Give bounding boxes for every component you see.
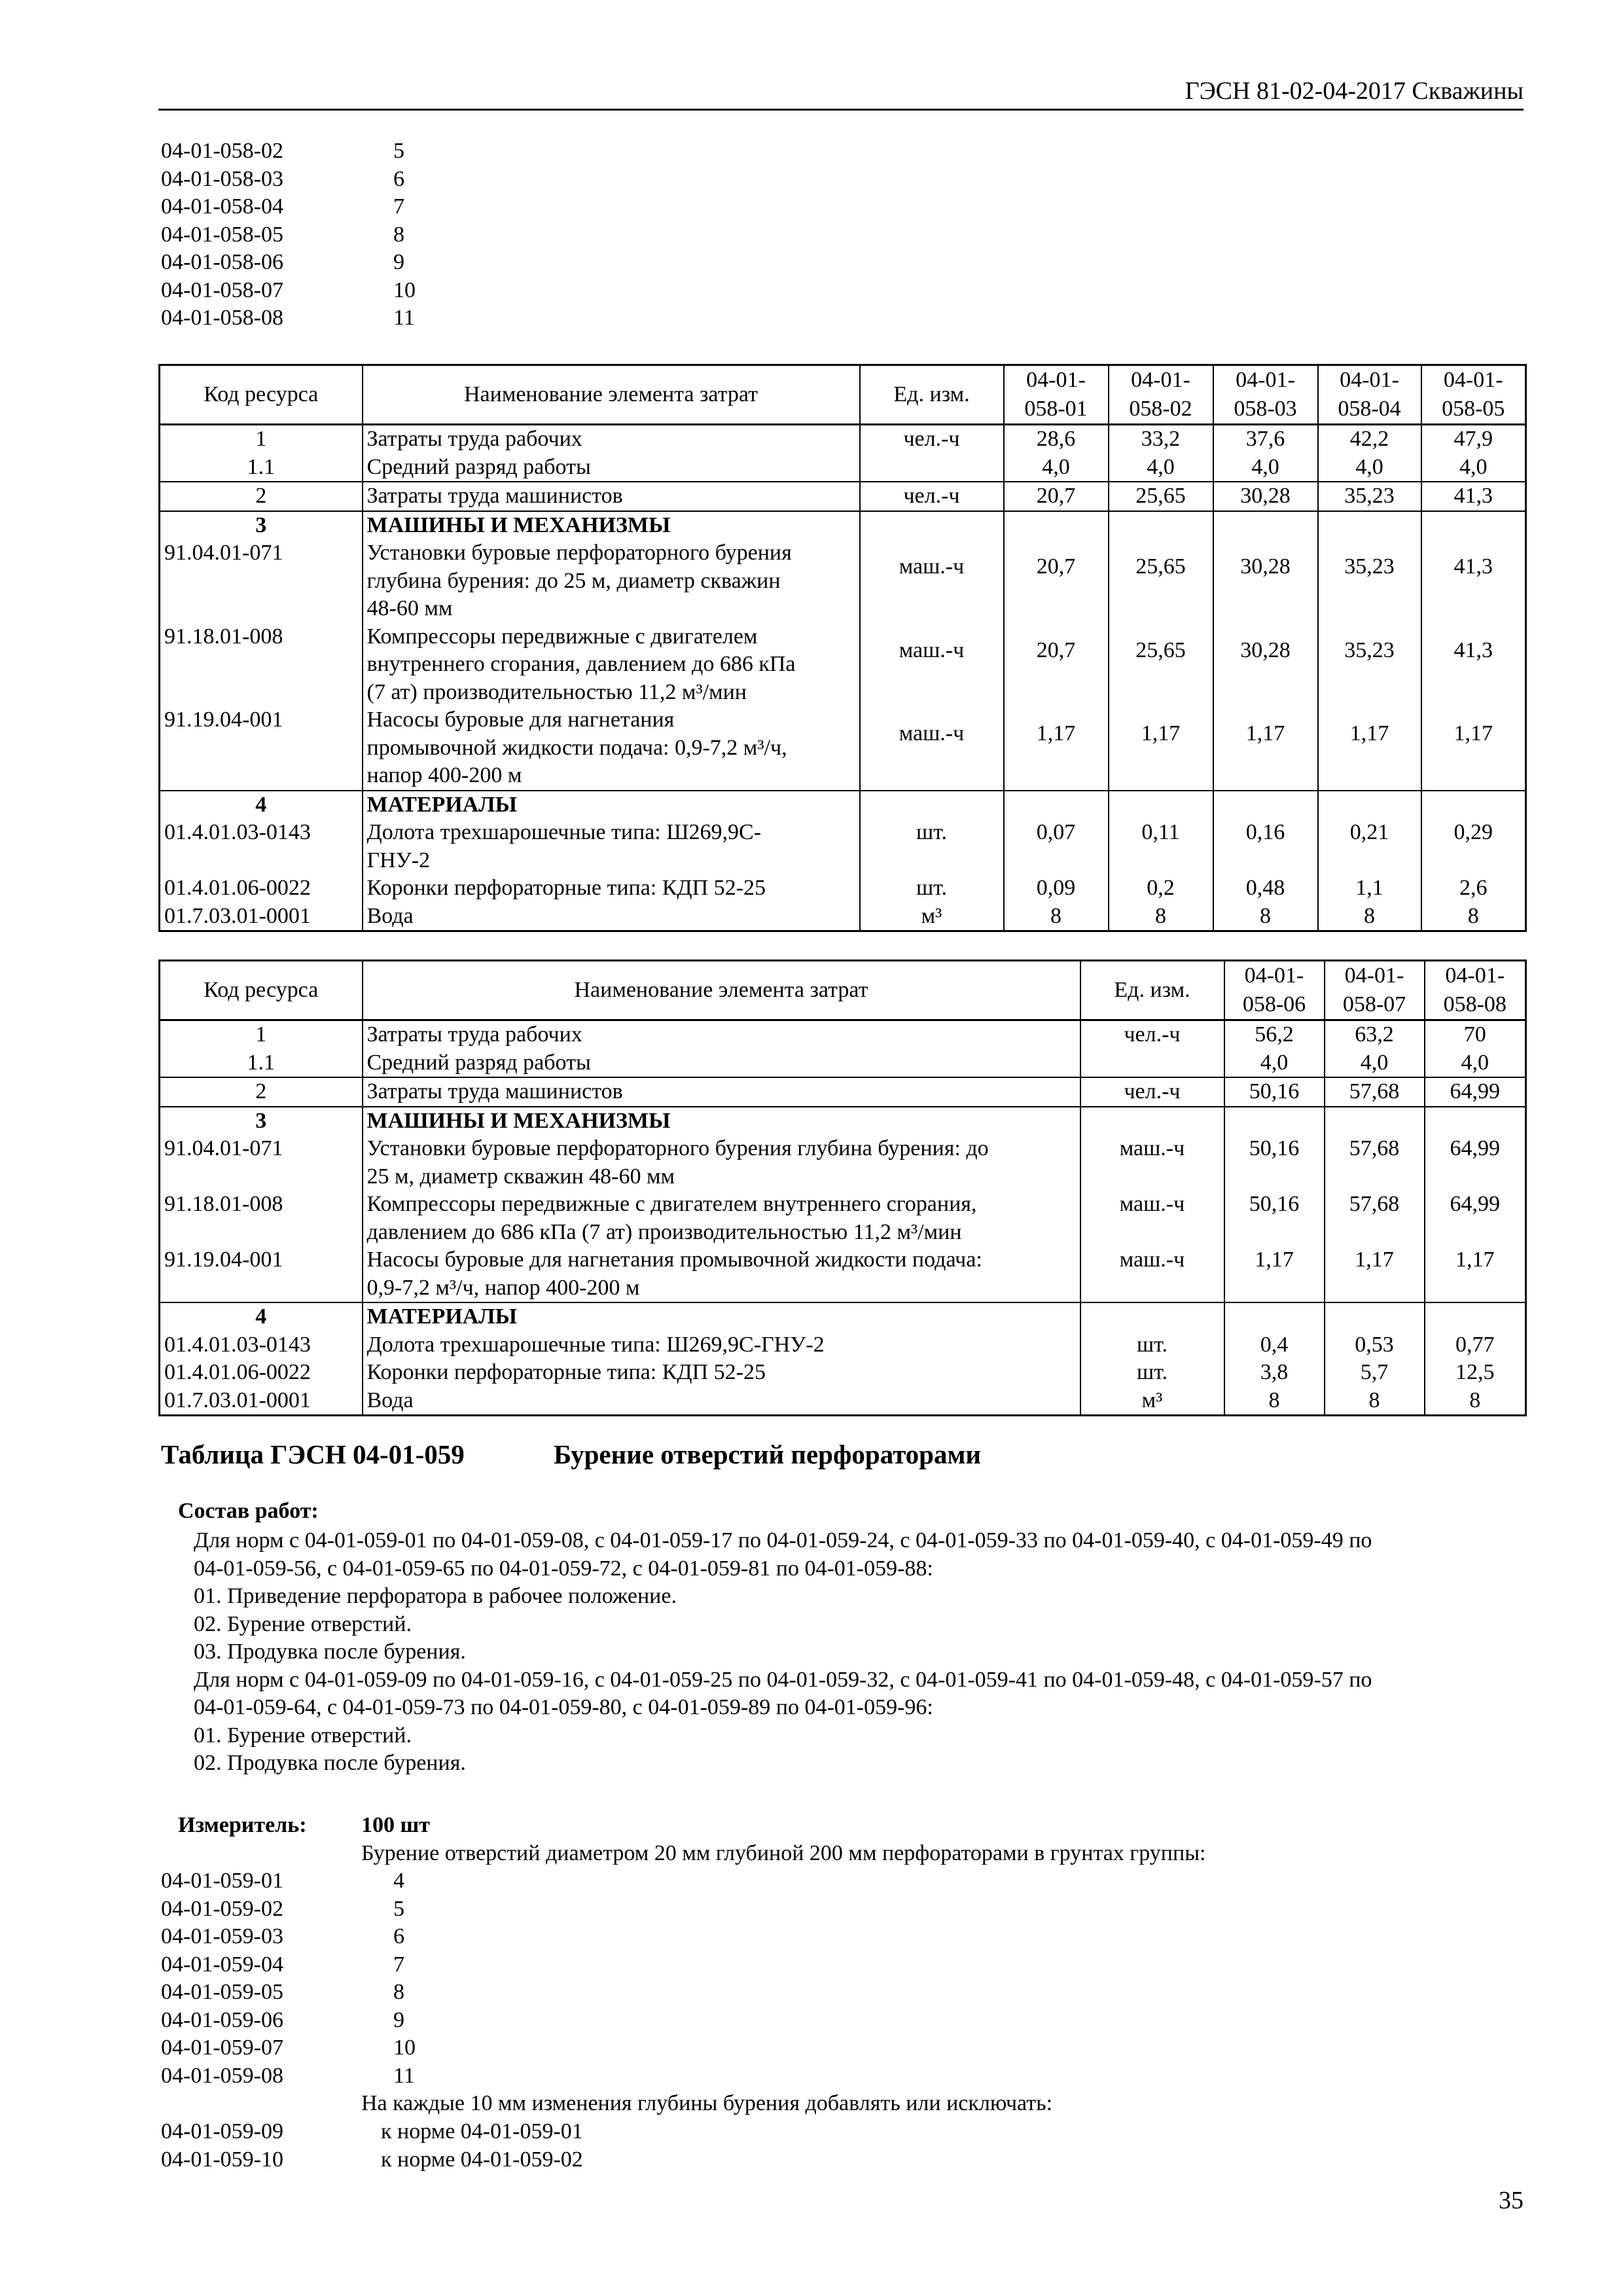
resource-value: 8	[1213, 903, 1318, 931]
header-norm: 04-01- 058-05	[1421, 365, 1526, 425]
resource-code: 2	[160, 1077, 363, 1107]
resource-unit: маш.-ч	[1080, 1191, 1224, 1246]
code-row	[161, 304, 416, 332]
code-row	[161, 1979, 416, 2007]
resource-value	[1004, 511, 1109, 540]
norm-code: 04-01-059-05	[161, 1980, 283, 2004]
resource-value	[1224, 1107, 1325, 1136]
resource-value: 20,7	[1004, 539, 1109, 623]
extra-code-list	[161, 2118, 583, 2174]
code-row	[161, 2146, 583, 2174]
resource-code: 91.04.01-071	[160, 539, 363, 623]
resource-value: 1,17	[1425, 1246, 1526, 1302]
resource-value: 1,17	[1325, 1246, 1425, 1302]
resource-value: 4,0	[1004, 454, 1109, 482]
resource-value: 1,17	[1109, 706, 1213, 791]
composition-label: Состав работ:	[178, 1499, 319, 1523]
resource-code: 91.18.01-008	[160, 1191, 363, 1246]
resource-code: 91.04.01-071	[160, 1135, 363, 1191]
header-name: Наименование элемента затрат	[363, 365, 860, 425]
resource-name: Компрессоры передвижные с двигателем внутреннего сгорания, давлением до 686 кПа (7 ат) производительностью 11,2 м³/мин	[363, 623, 860, 707]
norm-code: 04-01-058-07	[161, 278, 283, 302]
header-norm: 04-01- 058-06	[1224, 961, 1325, 1020]
composition-line: 01. Бурение отверстий.	[194, 1723, 412, 1748]
norm-code: 04-01-058-05	[161, 222, 283, 247]
resource-value: 0,4	[1224, 1331, 1325, 1359]
code-row	[161, 249, 416, 277]
table-row	[160, 903, 1526, 931]
resource-value: 2,6	[1421, 874, 1526, 903]
resource-name: Насосы буровые для нагнетания промывочной жидкости подача: 0,9-7,2 м³/ч, напор 400-200 м	[363, 706, 860, 791]
resource-value: 3,8	[1224, 1359, 1325, 1387]
norm-value: к норме 04-01-059-02	[381, 2147, 583, 2172]
table-row	[160, 1049, 1526, 1078]
resource-value: 1,17	[1318, 706, 1421, 791]
resource-value: 0,29	[1421, 819, 1526, 874]
resource-name: МАТЕРИАЛЫ	[363, 1302, 1080, 1331]
norm-value: 11	[393, 2063, 415, 2088]
resource-code: 1	[160, 425, 363, 454]
resource-value: 57,68	[1325, 1135, 1425, 1191]
top-code-list	[161, 137, 416, 332]
table-row	[160, 1302, 1526, 1331]
resource-value: 64,99	[1425, 1191, 1526, 1246]
norm-code: 04-01-059-06	[161, 2007, 283, 2032]
resource-name: Долота трехшарошечные типа: Ш269,9С-ГНУ-2	[363, 1331, 1080, 1359]
resource-code: 01.7.03.01-0001	[160, 903, 363, 931]
norm-code: 04-01-059-09	[161, 2119, 283, 2144]
resource-code: 1.1	[160, 1049, 363, 1078]
resource-value: 50,16	[1224, 1135, 1325, 1191]
norm-value: 6	[393, 1924, 404, 1948]
code-row	[161, 137, 416, 166]
resource-value: 8	[1109, 903, 1213, 931]
resource-value	[1224, 1302, 1325, 1331]
resource-unit: маш.-ч	[860, 539, 1004, 623]
resource-value: 25,65	[1109, 539, 1213, 623]
resource-unit: м³	[860, 903, 1004, 931]
resource-unit	[1080, 1107, 1224, 1136]
resource-value: 41,3	[1421, 482, 1526, 511]
resource-table-2	[158, 960, 1527, 1416]
section-title	[161, 1439, 982, 1470]
header-norm: 04-01- 058-04	[1318, 365, 1421, 425]
resource-value: 0,09	[1004, 874, 1109, 903]
code-row	[161, 2062, 416, 2090]
resource-unit	[860, 454, 1004, 482]
table-row	[160, 454, 1526, 482]
code-row	[161, 1895, 416, 1924]
resource-value: 30,28	[1213, 539, 1318, 623]
composition-line: 04-01-059-64, с 04-01-059-73 по 04-01-059-80, с 04-01-059-89 по 04-01-059-96:	[194, 1695, 933, 1719]
norm-value: 8	[393, 222, 404, 247]
resource-code: 01.7.03.01-0001	[160, 1387, 363, 1416]
table-row	[160, 425, 1526, 454]
resource-value: 64,99	[1425, 1135, 1526, 1191]
resource-unit: чел.-ч	[1080, 1077, 1224, 1107]
resource-value: 1,17	[1224, 1246, 1325, 1302]
header-norm: 04-01- 058-07	[1325, 961, 1425, 1020]
norm-code: 04-01-058-06	[161, 250, 283, 274]
norm-code: 04-01-058-03	[161, 166, 283, 191]
norm-value: 9	[393, 250, 404, 274]
resource-value: 64,99	[1425, 1077, 1526, 1107]
resource-value: 0,53	[1325, 1331, 1425, 1359]
resource-unit: шт.	[1080, 1359, 1224, 1387]
resource-value: 4,0	[1325, 1049, 1425, 1078]
resource-value: 56,2	[1224, 1020, 1325, 1049]
table-row	[160, 482, 1526, 511]
resource-value: 30,28	[1213, 482, 1318, 511]
resource-value: 50,16	[1224, 1191, 1325, 1246]
code-row	[161, 166, 416, 194]
code-row	[161, 193, 416, 221]
resource-value: 20,7	[1004, 482, 1109, 511]
resource-value	[1109, 511, 1213, 540]
composition-line: 04-01-059-56, с 04-01-059-65 по 04-01-059-72, с 04-01-059-81 по 04-01-059-88:	[194, 1556, 933, 1581]
measure-label: Измеритель:	[178, 1813, 307, 1837]
resource-unit: шт.	[860, 819, 1004, 874]
resource-value	[1421, 791, 1526, 819]
composition-line: 02. Продувка после бурения.	[194, 1751, 466, 1775]
resource-unit: шт.	[1080, 1331, 1224, 1359]
resource-code: 01.4.01.03-0143	[160, 819, 363, 874]
resource-code: 2	[160, 482, 363, 511]
norm-value: 5	[393, 1896, 404, 1921]
resource-value: 4,0	[1109, 454, 1213, 482]
resource-table-1	[158, 364, 1527, 932]
resource-value: 35,23	[1318, 623, 1421, 707]
resource-name: МАТЕРИАЛЫ	[363, 791, 860, 819]
resource-code: 01.4.01.06-0022	[160, 1359, 363, 1387]
resource-code: 01.4.01.06-0022	[160, 874, 363, 903]
page-header: ГЭСН 81-02-04-2017 Скважины	[158, 73, 1524, 111]
norm-code: 04-01-059-01	[161, 1869, 283, 1893]
table-row	[160, 1191, 1526, 1246]
resource-value	[1425, 1107, 1526, 1136]
norm-value: 9	[393, 2007, 404, 2032]
header-unit: Ед. изм.	[860, 365, 1004, 425]
header-code: Код ресурса	[160, 365, 363, 425]
resource-value: 57,68	[1325, 1191, 1425, 1246]
composition-line: 02. Бурение отверстий.	[194, 1611, 412, 1636]
resource-value: 8	[1421, 903, 1526, 931]
norm-value: 11	[393, 306, 415, 330]
resource-value: 8	[1325, 1387, 1425, 1416]
resource-value: 0,11	[1109, 819, 1213, 874]
resource-value: 4,0	[1224, 1049, 1325, 1078]
resource-value: 1,17	[1421, 706, 1526, 791]
resource-value: 35,23	[1318, 482, 1421, 511]
header-norm: 04-01- 058-02	[1109, 365, 1213, 425]
table-row	[160, 1387, 1526, 1416]
resource-value: 4,0	[1421, 454, 1526, 482]
resource-value: 4,0	[1213, 454, 1318, 482]
resource-name: Установки буровые перфораторного бурения глубина бурения: до 25 м, диаметр скважин 48-60 мм	[363, 1135, 1080, 1191]
resource-name: Установки буровые перфораторного бурения глубина бурения: до 25 м, диаметр скважин 48-60 мм	[363, 539, 860, 623]
resource-value: 0,21	[1318, 819, 1421, 874]
composition-line: Для норм с 04-01-059-01 по 04-01-059-08, с 04-01-059-17 по 04-01-059-24, с 04-01-059-33 по 04-01-059-40, с 04-01-059-49 по	[194, 1528, 1372, 1552]
resource-unit: чел.-ч	[860, 425, 1004, 454]
table-row	[160, 874, 1526, 903]
resource-value: 1,17	[1004, 706, 1109, 791]
norm-value: 6	[393, 166, 404, 191]
resource-value: 4,0	[1318, 454, 1421, 482]
section-title-code: Таблица ГЭСН 04-01-059	[161, 1439, 465, 1469]
table-row	[160, 1107, 1526, 1136]
resource-unit: шт.	[860, 874, 1004, 903]
norm-value: 10	[393, 278, 416, 302]
table-row	[160, 1135, 1526, 1191]
norm-value: 7	[393, 1952, 404, 1977]
resource-code: 91.19.04-001	[160, 706, 363, 791]
resource-value	[1421, 511, 1526, 540]
resource-value: 28,6	[1004, 425, 1109, 454]
norm-code: 04-01-059-02	[161, 1896, 283, 1921]
resource-value	[1213, 791, 1318, 819]
resource-value: 41,3	[1421, 623, 1526, 707]
norm-code: 04-01-059-03	[161, 1924, 283, 1948]
resource-code: 91.18.01-008	[160, 623, 363, 707]
resource-code: 4	[160, 791, 363, 819]
resource-value: 0,16	[1213, 819, 1318, 874]
norm-value: 5	[393, 139, 404, 163]
resource-value: 25,65	[1109, 482, 1213, 511]
composition-line: 01. Приведение перфоратора в рабочее положение.	[194, 1584, 677, 1608]
table-row	[160, 1246, 1526, 1302]
resource-value: 8	[1318, 903, 1421, 931]
header-name: Наименование элемента затрат	[363, 961, 1080, 1020]
resource-value: 30,28	[1213, 623, 1318, 707]
norm-code: 04-01-059-10	[161, 2147, 283, 2172]
table-row	[160, 791, 1526, 819]
resource-code: 1.1	[160, 454, 363, 482]
resource-name: МАШИНЫ И МЕХАНИЗМЫ	[363, 1107, 1080, 1136]
code-row	[161, 1951, 416, 1979]
resource-value: 37,6	[1213, 425, 1318, 454]
code-row	[161, 2007, 416, 2035]
resource-value: 33,2	[1109, 425, 1213, 454]
resource-unit: маш.-ч	[860, 623, 1004, 707]
code-row	[161, 277, 416, 305]
measure-description: Бурение отверстий диаметром 20 мм глубиной 200 мм перфораторами в грунтах группы:	[361, 1840, 1206, 1865]
resource-name: Компрессоры передвижные с двигателем внутреннего сгорания, давлением до 686 кПа (7 ат) производительностью 11,2 м³/мин	[363, 1191, 1080, 1246]
resource-value	[1318, 791, 1421, 819]
code-row	[161, 221, 416, 249]
composition-text	[194, 1527, 1522, 1778]
table-row	[160, 539, 1526, 623]
resource-unit	[1080, 1302, 1224, 1331]
resource-value: 0,48	[1213, 874, 1318, 903]
table-row	[160, 623, 1526, 707]
resource-value: 41,3	[1421, 539, 1526, 623]
norm-code: 04-01-059-07	[161, 2036, 283, 2060]
resource-unit: маш.-ч	[1080, 1135, 1224, 1191]
resource-value: 57,68	[1325, 1077, 1425, 1107]
resource-name: Средний разряд работы	[363, 1049, 1080, 1078]
resource-name: Затраты труда машинистов	[363, 482, 860, 511]
resource-value: 50,16	[1224, 1077, 1325, 1107]
resource-code: 91.19.04-001	[160, 1246, 363, 1302]
resource-code: 4	[160, 1302, 363, 1331]
resource-value: 1,17	[1213, 706, 1318, 791]
resource-value: 25,65	[1109, 623, 1213, 707]
resource-name: Коронки перфораторные типа: КДП 52-25	[363, 874, 860, 903]
code-row	[161, 2034, 416, 2062]
resource-value: 5,7	[1325, 1359, 1425, 1387]
table-row	[160, 819, 1526, 874]
norm-value: 4	[393, 1869, 404, 1893]
resource-value: 63,2	[1325, 1020, 1425, 1049]
composition-line: Для норм с 04-01-059-09 по 04-01-059-16, с 04-01-059-25 по 04-01-059-32, с 04-01-059-41 по 04-01-059-48, с 04-01-059-57 по	[194, 1667, 1372, 1692]
header-norm: 04-01- 058-01	[1004, 365, 1109, 425]
resource-name: Коронки перфораторные типа: КДП 52-25	[363, 1359, 1080, 1387]
resource-name: Вода	[363, 903, 860, 931]
norm-value: 7	[393, 194, 404, 219]
code-row	[161, 2118, 583, 2146]
resource-value: 0,2	[1109, 874, 1213, 903]
table-row	[160, 1359, 1526, 1387]
norm-value: 10	[393, 2036, 416, 2060]
resource-value: 20,7	[1004, 623, 1109, 707]
table-row	[160, 1077, 1526, 1107]
table-row	[160, 1020, 1526, 1049]
resource-value	[1004, 791, 1109, 819]
resource-value: 8	[1425, 1387, 1526, 1416]
resource-value: 70	[1425, 1020, 1526, 1049]
resource-unit	[1080, 1049, 1224, 1078]
resource-value: 8	[1224, 1387, 1325, 1416]
norm-value: 8	[393, 1980, 404, 2004]
resource-value	[1318, 511, 1421, 540]
resource-value	[1213, 511, 1318, 540]
resource-unit: чел.-ч	[1080, 1020, 1224, 1049]
resource-code: 3	[160, 511, 363, 540]
add-note: На каждые 10 мм изменения глубины бурения добавлять или исключать:	[361, 2091, 1053, 2115]
resource-value: 0,07	[1004, 819, 1109, 874]
resource-name: Насосы буровые для нагнетания промывочной жидкости подача: 0,9-7,2 м³/ч, напор 400-200 м	[363, 1246, 1080, 1302]
resource-unit	[860, 791, 1004, 819]
resource-value: 4,0	[1425, 1049, 1526, 1078]
resource-value: 8	[1004, 903, 1109, 931]
resource-unit: чел.-ч	[860, 482, 1004, 511]
measure-unit: 100 шт	[361, 1813, 430, 1837]
resource-unit: маш.-ч	[1080, 1246, 1224, 1302]
resource-code: 1	[160, 1020, 363, 1049]
resource-name: Долота трехшарошечные типа: Ш269,9С- ГНУ-2	[363, 819, 860, 874]
section-title-name: Бурение отверстий перфораторами	[554, 1439, 982, 1469]
resource-value: 35,23	[1318, 539, 1421, 623]
header-unit: Ед. изм.	[1080, 961, 1224, 1020]
norm-code: 04-01-058-08	[161, 306, 283, 330]
header-code: Код ресурса	[160, 961, 363, 1020]
resource-name: Затраты труда рабочих	[363, 1020, 1080, 1049]
resource-name: Затраты труда рабочих	[363, 425, 860, 454]
code-row	[161, 1867, 416, 1895]
resource-value	[1109, 791, 1213, 819]
resource-value	[1425, 1302, 1526, 1331]
table-row	[160, 1331, 1526, 1359]
table-row	[160, 511, 1526, 540]
header-norm: 04-01- 058-08	[1425, 961, 1526, 1020]
code-row	[161, 1923, 416, 1951]
resource-name: МАШИНЫ И МЕХАНИЗМЫ	[363, 511, 860, 540]
resource-code: 3	[160, 1107, 363, 1136]
resource-value: 12,5	[1425, 1359, 1526, 1387]
resource-name: Затраты труда машинистов	[363, 1077, 1080, 1107]
resource-value	[1325, 1107, 1425, 1136]
resource-value: 47,9	[1421, 425, 1526, 454]
page-number: 35	[1499, 2187, 1524, 2214]
resource-value	[1325, 1302, 1425, 1331]
norm-code: 04-01-059-04	[161, 1952, 283, 1977]
resource-code: 01.4.01.03-0143	[160, 1331, 363, 1359]
resource-name: Вода	[363, 1387, 1080, 1416]
resource-unit: маш.-ч	[860, 706, 1004, 791]
table-row	[160, 706, 1526, 791]
resource-value: 0,77	[1425, 1331, 1526, 1359]
bottom-code-list	[161, 1867, 416, 2090]
resource-unit: м³	[1080, 1387, 1224, 1416]
resource-unit	[860, 511, 1004, 540]
norm-code: 04-01-059-08	[161, 2063, 283, 2088]
resource-name: Средний разряд работы	[363, 454, 860, 482]
norm-code: 04-01-058-04	[161, 194, 283, 219]
resource-value: 1,1	[1318, 874, 1421, 903]
composition-line: 03. Продувка после бурения.	[194, 1640, 466, 1664]
norm-code: 04-01-058-02	[161, 139, 283, 163]
header-norm: 04-01- 058-03	[1213, 365, 1318, 425]
norm-value: к норме 04-01-059-01	[381, 2119, 583, 2144]
resource-value: 42,2	[1318, 425, 1421, 454]
